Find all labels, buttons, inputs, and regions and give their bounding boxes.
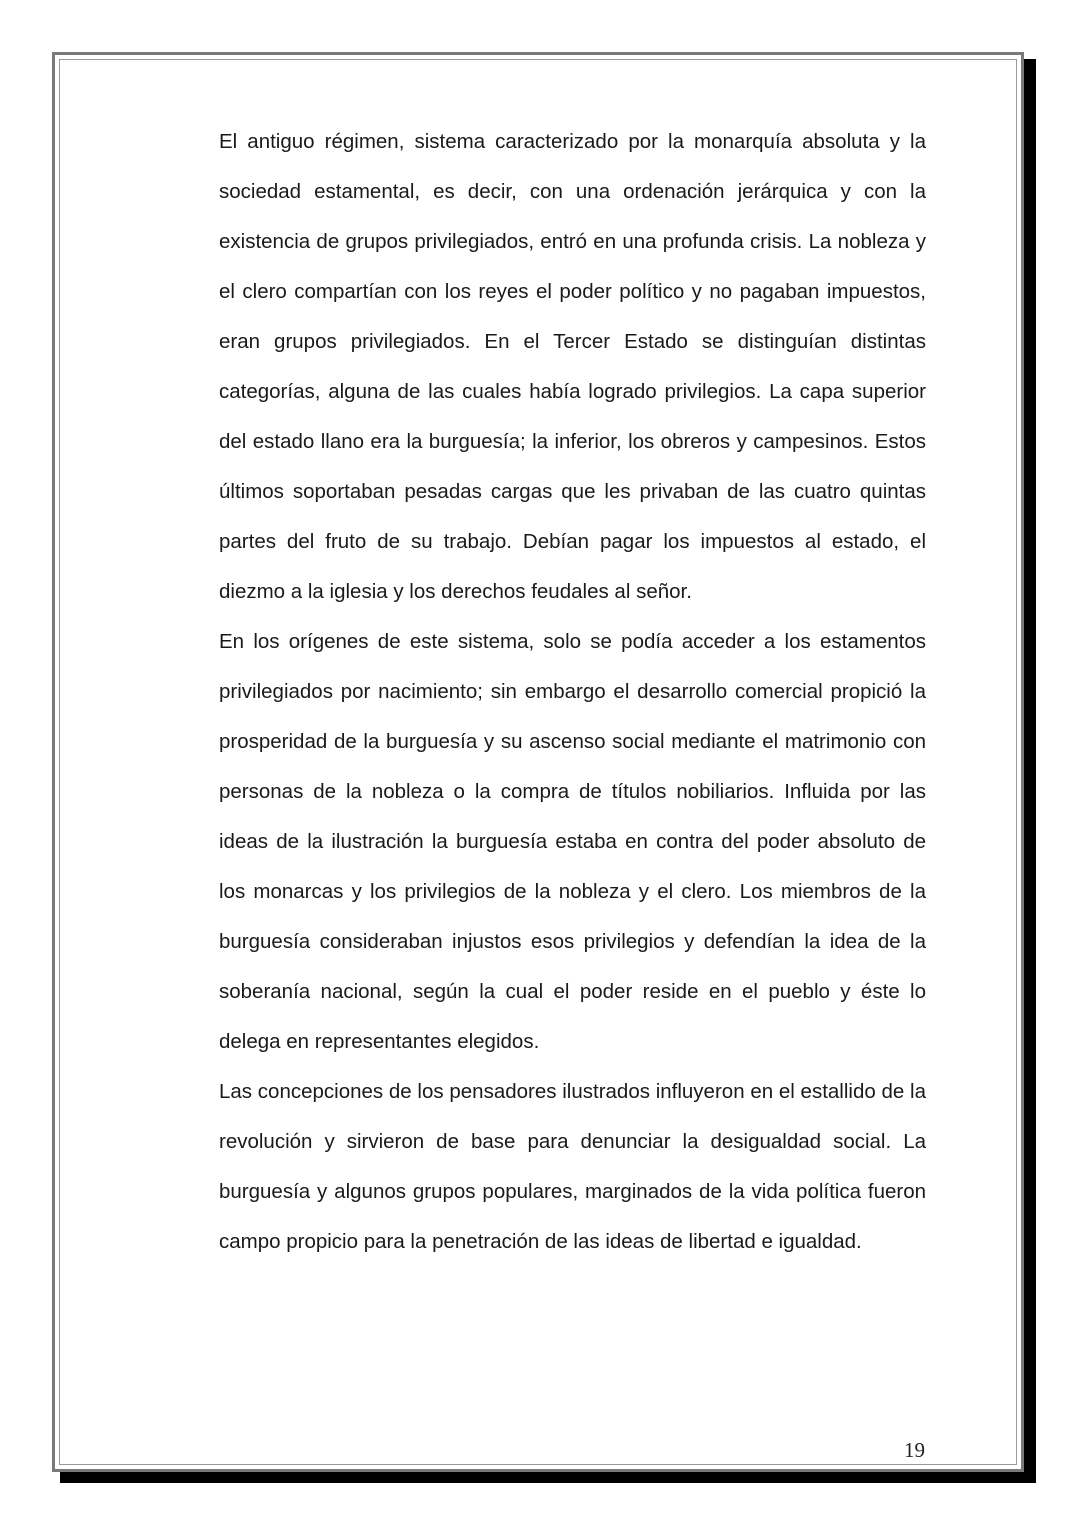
- paragraph-antiguo-regimen: El antiguo régimen, sistema caracterizado por la monarquía absoluta y la sociedad estamental, es decir, con una ordenación jerárquica y con la existencia de grupos privilegiados, entró en una profunda crisis. La nobleza y el clero compartían con los reyes el poder político y no pagaban impuestos, eran grupos privilegiados. En el Tercer Estado se distinguían distintas categorías, alguna de las cuales había logrado privilegios. La capa superior del estado llano era la burguesía; la inferior, los obreros y campesinos. Estos últimos soportaban pesadas cargas que les privaban de las cuatro quintas partes del fruto de su trabajo. Debían pagar los impuestos al estado, el diezmo a la iglesia y los derechos feudales al señor.: [219, 130, 926, 603]
- page-number: 19: [904, 1438, 925, 1462]
- paragraph-origenes-sistema: En los orígenes de este sistema, solo se podía acceder a los estamentos privilegiados por nacimiento; sin embargo el desarrollo comercial propició la prosperidad de la burguesía y su ascenso social mediante el matrimonio con personas de la nobleza o la compra de títulos nobiliarios. Influida por las ideas de la ilustración la burguesía estaba en contra del poder absoluto de los monarcas y los privilegios de la nobleza y el clero. Los miembros de la burguesía consideraban injustos esos privilegios y defendían la idea de la soberanía nacional, según la cual el poder reside en el pueblo y éste lo delega en representantes elegidos.: [219, 630, 926, 1053]
- body-text: [219, 117, 926, 1267]
- paragraph-pensadores-ilustrados: Las concepciones de los pensadores ilustrados influyeron en el estallido de la revolución y sirvieron de base para denunciar la desigualdad social. La burguesía y algunos grupos populares, marginados de la vida política fueron campo propicio para la penetración de las ideas de libertad e igualdad.: [219, 1080, 926, 1253]
